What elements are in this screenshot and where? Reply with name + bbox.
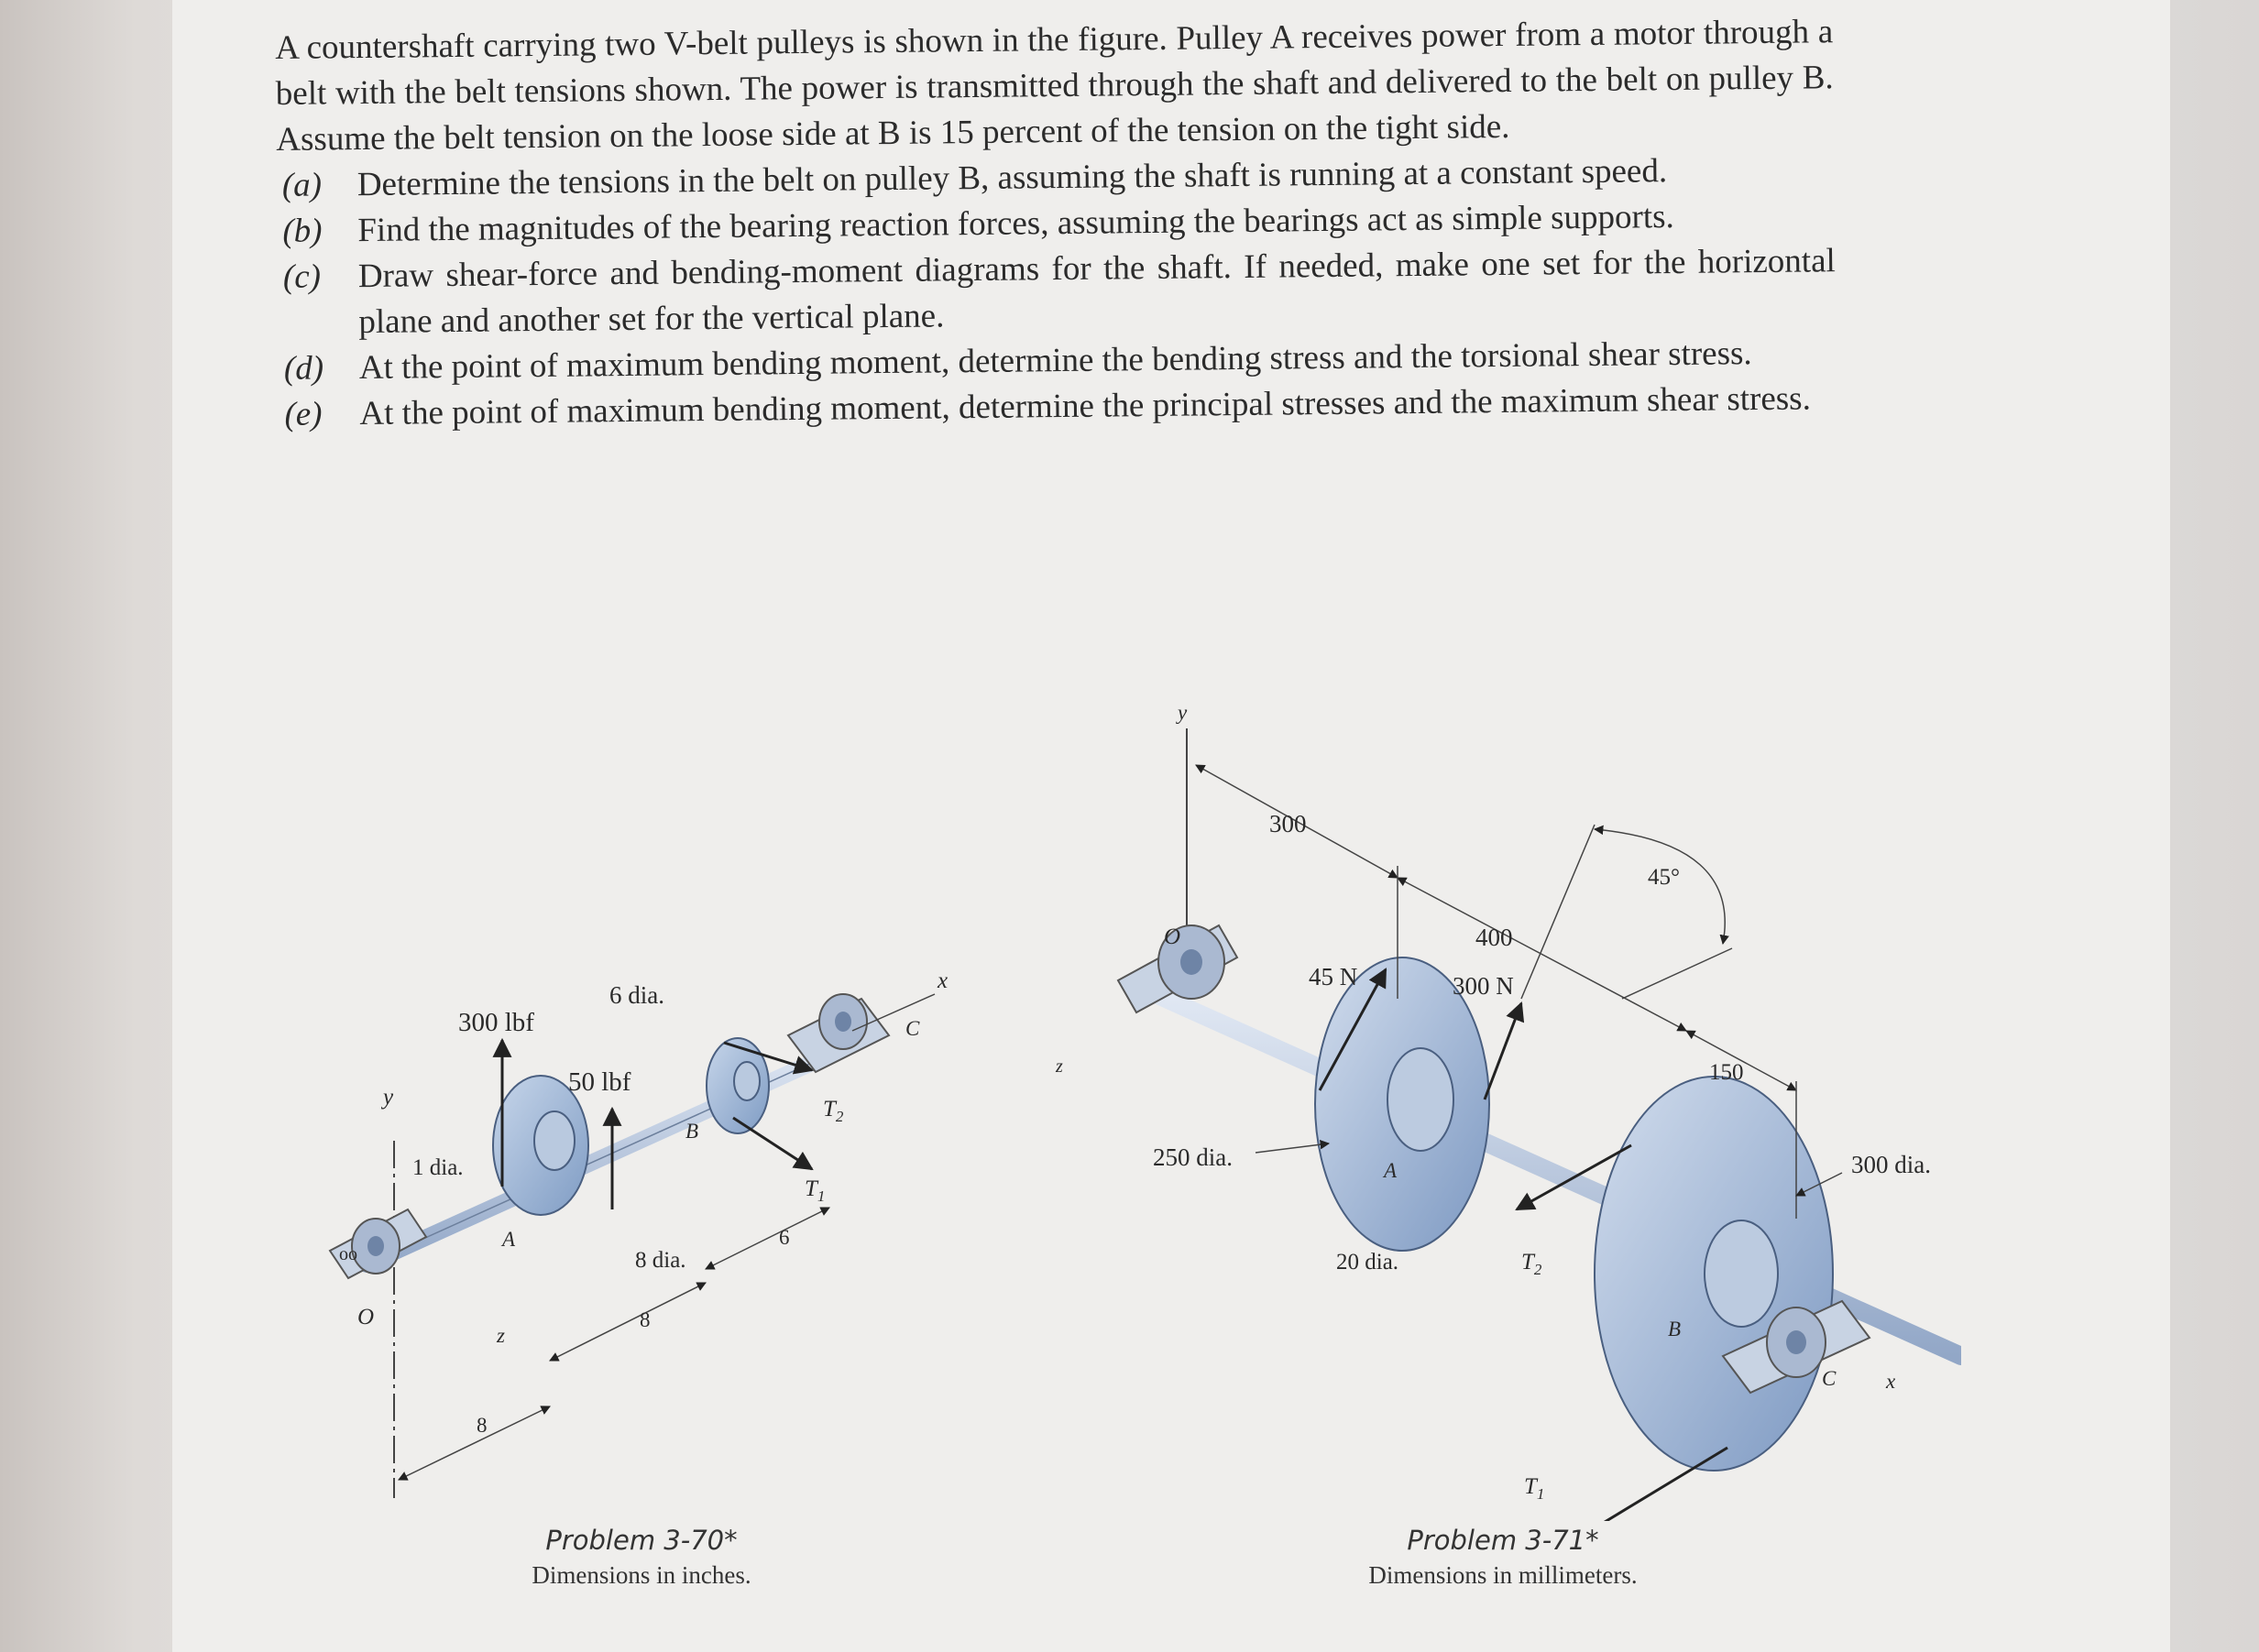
label-8-dia: 8 dia.: [635, 1248, 686, 1273]
pulley-a: [1315, 957, 1489, 1251]
problem-parts-list: [277, 147, 1837, 438]
shaft: [1146, 990, 1961, 1356]
label-1-dia: 1 dia.: [412, 1155, 464, 1180]
part-text: Find the magnitudes of the bearing reaction forces, assuming the bearings act as simple supports.: [357, 198, 1674, 250]
dim-line-8b: [550, 1283, 706, 1361]
dim-label-400: 400: [1475, 924, 1513, 951]
axis-label-x: x: [938, 968, 949, 993]
dia-250-leader: [1256, 1143, 1329, 1153]
label-50-lbf: 50 lbf: [568, 1067, 631, 1097]
dim-label-8b: 8: [640, 1308, 651, 1331]
label-20-dia: 20 dia.: [1336, 1250, 1399, 1275]
bearing-o: [330, 1209, 426, 1278]
point-label-o: O: [1164, 924, 1181, 949]
part-text: Determine the tensions in the belt on pulley B, assuming the shaft is running at a constant speed.: [356, 152, 1668, 204]
axis-label-x: x: [1886, 1370, 1896, 1393]
point-label-a: A: [502, 1228, 516, 1251]
label-t2-sub: 2: [835, 1108, 844, 1125]
label-t2-main: T: [1521, 1250, 1534, 1275]
part-label: (e): [284, 395, 323, 433]
t1-arrow: [733, 1118, 812, 1169]
point-label-a: A: [1384, 1159, 1398, 1182]
caption-units: Dimensions in millimeters.: [1368, 1561, 1638, 1589]
label-45n: 45 N: [1309, 963, 1358, 990]
label-t1-main: T: [805, 1176, 817, 1201]
axis-label-y: y: [383, 1085, 394, 1110]
point-label-o: O: [357, 1305, 375, 1329]
label-t1-main: T: [1524, 1474, 1537, 1499]
label-300-dia: 300 dia.: [1851, 1151, 1931, 1178]
angle-ref-line-2: [1622, 948, 1732, 999]
label-t2: [1521, 1250, 1542, 1278]
dim-label-8a: 8: [477, 1414, 488, 1437]
pulley-b: [1595, 1077, 1833, 1471]
label-300n: 300 N: [1453, 972, 1514, 1000]
part-text: Draw shear-force and bending-moment diagrams for the shaft. If needed, make one set for the horizontal plane and another set for the vertical plane.: [357, 242, 1836, 342]
axis-label-y: y: [1178, 701, 1188, 724]
point-label-c: C: [1822, 1367, 1837, 1390]
dim-label-300: 300: [1269, 810, 1307, 837]
label-250-dia: 250 dia.: [1153, 1143, 1233, 1171]
point-label-c: C: [905, 1017, 920, 1040]
figure-problem-3-71: [1045, 696, 1961, 1521]
caption-title: Problem 3-71*: [1407, 1525, 1599, 1556]
label-t1: [1524, 1474, 1544, 1503]
point-label-b: B: [1668, 1318, 1682, 1340]
dim-label-150: 150: [1709, 1060, 1744, 1085]
axis-label-z: z: [1056, 1056, 1063, 1077]
label-t1-sub: 1: [817, 1187, 826, 1205]
part-label: (b): [282, 212, 323, 250]
label-t1-sub: 1: [1536, 1485, 1545, 1503]
label-t2: [823, 1097, 844, 1125]
force-300n-arrow: [1485, 1003, 1521, 1100]
problem-intro: A countershaft carrying two V-belt pulleys is shown in the figure. Pulley A receives power from a motor through a belt with the belt tensions shown. The power is transmitted through the shaft and delivered to the belt on pulley B. Assume the belt tension on the loose side at B is 15 percent of the tension on the tight side.: [275, 13, 1834, 159]
problem-part-c: [278, 238, 1837, 346]
part-text: At the point of maximum bending moment, determine the principal stresses and the maximum shear stress.: [359, 379, 1812, 433]
axis-label-z: z: [497, 1324, 505, 1347]
caption-title: Problem 3-70*: [545, 1525, 738, 1556]
label-t1: [805, 1176, 825, 1205]
point-label-b: B: [685, 1120, 699, 1143]
caption-problem-3-70: [486, 1525, 797, 1590]
dim-line-6: [706, 1208, 829, 1269]
label-6-dia: 6 dia.: [609, 981, 664, 1009]
dim-line-8a: [399, 1406, 550, 1480]
part-label: (a): [281, 166, 323, 204]
dim-label-6: 6: [779, 1226, 790, 1249]
caption-problem-3-71: [1301, 1525, 1705, 1590]
caption-units: Dimensions in inches.: [532, 1561, 751, 1589]
part-text: At the point of maximum bending moment, determine the bending stress and the torsional shear stress.: [358, 334, 1752, 388]
part-label: (c): [282, 257, 322, 296]
label-t2-sub: 2: [1533, 1261, 1542, 1278]
angle-label-45: 45°: [1648, 865, 1680, 890]
svg-text:oo: oo: [339, 1244, 357, 1264]
figure-problem-3-70: [302, 935, 1036, 1521]
part-label: (d): [283, 349, 324, 388]
angle-ref-line: [1521, 825, 1595, 999]
label-300-lbf: 300 lbf: [458, 1008, 534, 1037]
label-t2-main: T: [823, 1097, 836, 1121]
problem-statement: [275, 9, 1837, 438]
